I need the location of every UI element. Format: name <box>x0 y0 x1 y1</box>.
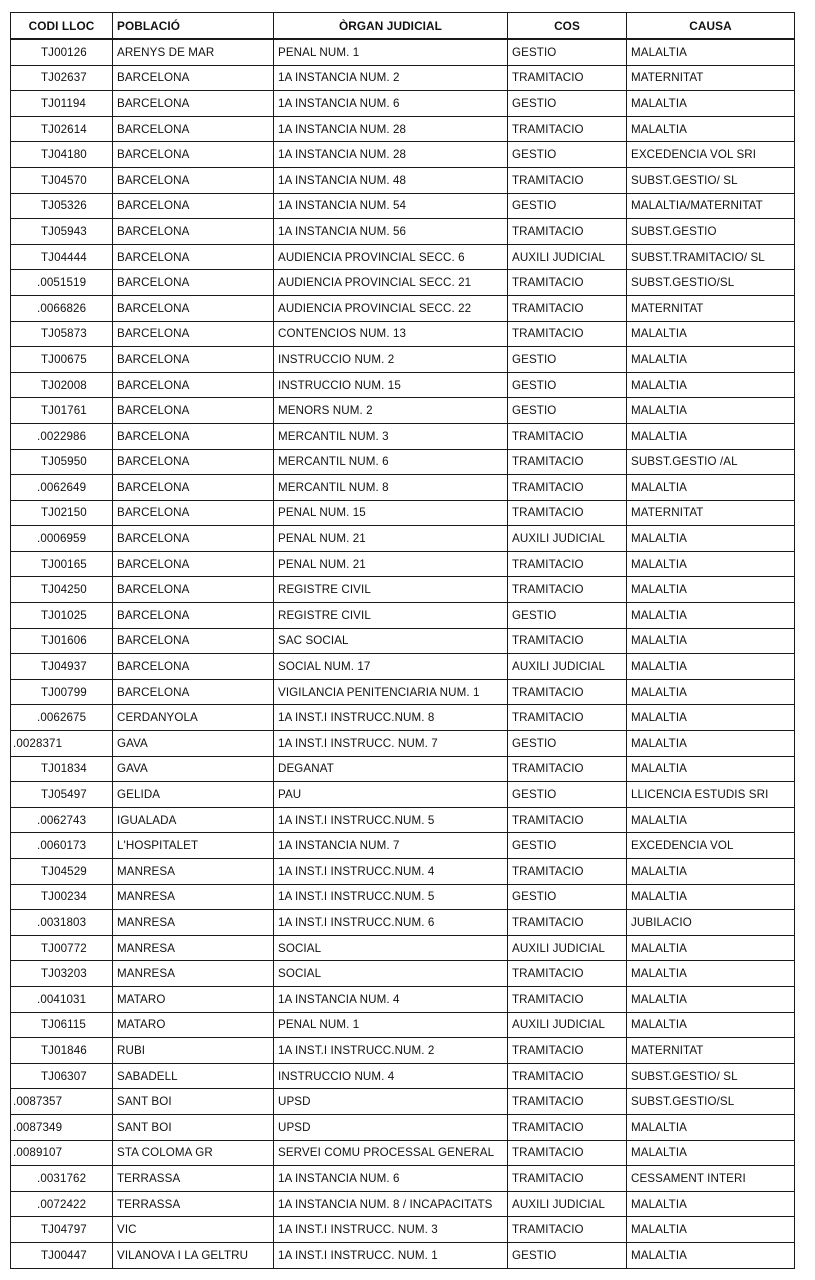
cos-cell: TRAMITACIO <box>508 910 627 936</box>
organ-judicial-cell: 1A INSTANCIA NUM. 6 <box>274 1166 508 1192</box>
poblacio-cell: BARCELONA <box>113 449 274 475</box>
organ-judicial-cell: 1A INSTANCIA NUM. 8 / INCAPACITATS <box>274 1191 508 1217</box>
table-row <box>11 577 795 603</box>
organ-judicial-cell: AUDIENCIA PROVINCIAL SECC. 21 <box>274 270 508 296</box>
table-row <box>11 782 795 808</box>
organ-judicial-cell: 1A INST.I INSTRUCC. NUM. 7 <box>274 731 508 757</box>
cos-cell: GESTIO <box>508 782 627 808</box>
table-row <box>11 500 795 526</box>
causa-cell: MALALTIA <box>627 705 795 731</box>
causa-cell: MALALTIA <box>627 679 795 705</box>
poblacio-cell: STA COLOMA GR <box>113 1140 274 1166</box>
header-codi-lloc: CODI LLOC <box>11 13 113 40</box>
poblacio-cell: SANT BOI <box>113 1089 274 1115</box>
codi-lloc-cell: TJ02008 <box>11 372 113 398</box>
codi-lloc-cell: TJ04570 <box>11 167 113 193</box>
codi-lloc-cell: TJ04444 <box>11 244 113 270</box>
causa-cell: MALALTIA <box>627 1114 795 1140</box>
poblacio-cell: BARCELONA <box>113 142 274 168</box>
organ-judicial-cell: 1A INSTANCIA NUM. 4 <box>274 986 508 1012</box>
poblacio-cell: BARCELONA <box>113 347 274 373</box>
cos-cell: GESTIO <box>508 193 627 219</box>
organ-judicial-cell: 1A INSTANCIA NUM. 7 <box>274 833 508 859</box>
codi-lloc-cell: .0041031 <box>11 986 113 1012</box>
poblacio-cell: SANT BOI <box>113 1114 274 1140</box>
cos-cell: TRAMITACIO <box>508 423 627 449</box>
poblacio-cell: BARCELONA <box>113 372 274 398</box>
codi-lloc-cell: TJ04250 <box>11 577 113 603</box>
cos-cell: TRAMITACIO <box>508 1038 627 1064</box>
causa-cell: CESSAMENT INTERI <box>627 1166 795 1192</box>
causa-cell: MALALTIA <box>627 372 795 398</box>
organ-judicial-cell: MENORS NUM. 2 <box>274 398 508 424</box>
cos-cell: TRAMITACIO <box>508 116 627 142</box>
codi-lloc-cell: TJ06307 <box>11 1063 113 1089</box>
cos-cell: GESTIO <box>508 91 627 117</box>
header-poblacio: POBLACIÓ <box>113 13 274 40</box>
organ-judicial-cell: 1A INST.I INSTRUCC.NUM. 6 <box>274 910 508 936</box>
table-row <box>11 1140 795 1166</box>
organ-judicial-cell: PENAL NUM. 15 <box>274 500 508 526</box>
table-row <box>11 705 795 731</box>
table-row <box>11 475 795 501</box>
organ-judicial-cell: 1A INST.I INSTRUCC. NUM. 3 <box>274 1217 508 1243</box>
organ-judicial-cell: 1A INSTANCIA NUM. 2 <box>274 65 508 91</box>
cos-cell: GESTIO <box>508 884 627 910</box>
causa-cell: MALALTIA <box>627 551 795 577</box>
table-row <box>11 859 795 885</box>
poblacio-cell: BARCELONA <box>113 603 274 629</box>
causa-cell: MALALTIA <box>627 116 795 142</box>
table-row <box>11 807 795 833</box>
causa-cell: MALALTIA <box>627 475 795 501</box>
codi-lloc-cell: TJ00799 <box>11 679 113 705</box>
table-row <box>11 756 795 782</box>
cos-cell: GESTIO <box>508 372 627 398</box>
cos-cell: TRAMITACIO <box>508 167 627 193</box>
table-row <box>11 1217 795 1243</box>
poblacio-cell: GELIDA <box>113 782 274 808</box>
codi-lloc-cell: TJ04180 <box>11 142 113 168</box>
codi-lloc-cell: .0087349 <box>11 1114 113 1140</box>
organ-judicial-cell: REGISTRE CIVIL <box>274 603 508 629</box>
cos-cell: TRAMITACIO <box>508 65 627 91</box>
table-row <box>11 961 795 987</box>
poblacio-cell: MANRESA <box>113 935 274 961</box>
organ-judicial-cell: INSTRUCCIO NUM. 15 <box>274 372 508 398</box>
causa-cell: LLICENCIA ESTUDIS SRI <box>627 782 795 808</box>
organ-judicial-cell: AUDIENCIA PROVINCIAL SECC. 22 <box>274 295 508 321</box>
poblacio-cell: BARCELONA <box>113 679 274 705</box>
cos-cell: AUXILI JUDICIAL <box>508 1012 627 1038</box>
causa-cell: MALALTIA <box>627 577 795 603</box>
codi-lloc-cell: TJ05950 <box>11 449 113 475</box>
causa-cell: MALALTIA <box>627 39 795 65</box>
causa-cell: MALALTIA <box>627 935 795 961</box>
table-row <box>11 142 795 168</box>
causa-cell: MALALTIA <box>627 986 795 1012</box>
poblacio-cell: BARCELONA <box>113 116 274 142</box>
header-organ-judicial: ÒRGAN JUDICIAL <box>274 13 508 40</box>
cos-cell: TRAMITACIO <box>508 1140 627 1166</box>
cos-cell: GESTIO <box>508 603 627 629</box>
organ-judicial-cell: 1A INST.I INSTRUCC.NUM. 4 <box>274 859 508 885</box>
cos-cell: AUXILI JUDICIAL <box>508 654 627 680</box>
codi-lloc-cell: .0087357 <box>11 1089 113 1115</box>
codi-lloc-cell: TJ04529 <box>11 859 113 885</box>
poblacio-cell: GAVA <box>113 731 274 757</box>
causa-cell: MALALTIA <box>627 961 795 987</box>
organ-judicial-cell: 1A INSTANCIA NUM. 6 <box>274 91 508 117</box>
cos-cell: TRAMITACIO <box>508 679 627 705</box>
table-row <box>11 551 795 577</box>
poblacio-cell: BARCELONA <box>113 654 274 680</box>
poblacio-cell: IGUALADA <box>113 807 274 833</box>
poblacio-cell: MANRESA <box>113 859 274 885</box>
codi-lloc-cell: .0022986 <box>11 423 113 449</box>
cos-cell: GESTIO <box>508 1242 627 1268</box>
poblacio-cell: BARCELONA <box>113 526 274 552</box>
causa-cell: MALALTIA <box>627 526 795 552</box>
organ-judicial-cell: PAU <box>274 782 508 808</box>
cos-cell: TRAMITACIO <box>508 859 627 885</box>
cos-cell: TRAMITACIO <box>508 705 627 731</box>
causa-cell: SUBST.TRAMITACIO/ SL <box>627 244 795 270</box>
poblacio-cell: BARCELONA <box>113 295 274 321</box>
causa-cell: MATERNITAT <box>627 295 795 321</box>
poblacio-cell: BARCELONA <box>113 475 274 501</box>
poblacio-cell: MANRESA <box>113 961 274 987</box>
codi-lloc-cell: TJ01761 <box>11 398 113 424</box>
poblacio-cell: GAVA <box>113 756 274 782</box>
poblacio-cell: L'HOSPITALET <box>113 833 274 859</box>
poblacio-cell: BARCELONA <box>113 500 274 526</box>
codi-lloc-cell: .0072422 <box>11 1191 113 1217</box>
poblacio-cell: BARCELONA <box>113 577 274 603</box>
table-row <box>11 935 795 961</box>
table-row <box>11 372 795 398</box>
organ-judicial-cell: 1A INST.I INSTRUCC.NUM. 5 <box>274 884 508 910</box>
table-header <box>11 13 795 40</box>
causa-cell: MALALTIA <box>627 91 795 117</box>
cos-cell: TRAMITACIO <box>508 449 627 475</box>
table-row <box>11 526 795 552</box>
poblacio-cell: BARCELONA <box>113 65 274 91</box>
organ-judicial-cell: 1A INST.I INSTRUCC.NUM. 5 <box>274 807 508 833</box>
table-row <box>11 65 795 91</box>
codi-lloc-cell: TJ01194 <box>11 91 113 117</box>
causa-cell: EXCEDENCIA VOL SRI <box>627 142 795 168</box>
table-row <box>11 449 795 475</box>
causa-cell: MATERNITAT <box>627 65 795 91</box>
cos-cell: TRAMITACIO <box>508 219 627 245</box>
organ-judicial-cell: 1A INSTANCIA NUM. 54 <box>274 193 508 219</box>
header-causa: CAUSA <box>627 13 795 40</box>
poblacio-cell: SABADELL <box>113 1063 274 1089</box>
table-body <box>11 39 795 1268</box>
cos-cell: TRAMITACIO <box>508 807 627 833</box>
table-row <box>11 295 795 321</box>
codi-lloc-cell: .0028371 <box>11 731 113 757</box>
table-row <box>11 39 795 65</box>
cos-cell: GESTIO <box>508 833 627 859</box>
cos-cell: GESTIO <box>508 731 627 757</box>
cos-cell: TRAMITACIO <box>508 986 627 1012</box>
causa-cell: MALALTIA <box>627 1217 795 1243</box>
poblacio-cell: BARCELONA <box>113 244 274 270</box>
causa-cell: SUBST.GESTIO /AL <box>627 449 795 475</box>
table-row <box>11 91 795 117</box>
poblacio-cell: MATARO <box>113 1012 274 1038</box>
causa-cell: MALALTIA <box>627 756 795 782</box>
poblacio-cell: BARCELONA <box>113 91 274 117</box>
organ-judicial-cell: SOCIAL NUM. 17 <box>274 654 508 680</box>
table-row <box>11 1166 795 1192</box>
codi-lloc-cell: .0051519 <box>11 270 113 296</box>
cos-cell: TRAMITACIO <box>508 295 627 321</box>
table-row <box>11 679 795 705</box>
causa-cell: MALALTIA/MATERNITAT <box>627 193 795 219</box>
document-page <box>10 12 794 1269</box>
organ-judicial-cell: VIGILANCIA PENITENCIARIA NUM. 1 <box>274 679 508 705</box>
organ-judicial-cell: 1A INSTANCIA NUM. 56 <box>274 219 508 245</box>
table-row <box>11 654 795 680</box>
table-row <box>11 1191 795 1217</box>
table-row <box>11 1038 795 1064</box>
codi-lloc-cell: .0066826 <box>11 295 113 321</box>
table-row <box>11 1242 795 1268</box>
cos-cell: TRAMITACIO <box>508 500 627 526</box>
header-row <box>11 13 795 40</box>
poblacio-cell: CERDANYOLA <box>113 705 274 731</box>
table-row <box>11 603 795 629</box>
organ-judicial-cell: SAC SOCIAL <box>274 628 508 654</box>
organ-judicial-cell: 1A INSTANCIA NUM. 48 <box>274 167 508 193</box>
codi-lloc-cell: .0089107 <box>11 1140 113 1166</box>
poblacio-cell: TERRASSA <box>113 1191 274 1217</box>
causa-cell: MALALTIA <box>627 807 795 833</box>
codi-lloc-cell: TJ00772 <box>11 935 113 961</box>
cos-cell: TRAMITACIO <box>508 1217 627 1243</box>
organ-judicial-cell: PENAL NUM. 21 <box>274 526 508 552</box>
poblacio-cell: VIC <box>113 1217 274 1243</box>
codi-lloc-cell: .0031803 <box>11 910 113 936</box>
cos-cell: TRAMITACIO <box>508 1114 627 1140</box>
poblacio-cell: BARCELONA <box>113 193 274 219</box>
causa-cell: MALALTIA <box>627 321 795 347</box>
table-row <box>11 1012 795 1038</box>
codi-lloc-cell: TJ01025 <box>11 603 113 629</box>
codi-lloc-cell: TJ01846 <box>11 1038 113 1064</box>
table-row <box>11 398 795 424</box>
codi-lloc-cell: TJ00165 <box>11 551 113 577</box>
organ-judicial-cell: 1A INST.I INSTRUCC.NUM. 8 <box>274 705 508 731</box>
table-row <box>11 219 795 245</box>
poblacio-cell: TERRASSA <box>113 1166 274 1192</box>
cos-cell: TRAMITACIO <box>508 1089 627 1115</box>
poblacio-cell: BARCELONA <box>113 551 274 577</box>
causa-cell: SUBST.GESTIO/ SL <box>627 1063 795 1089</box>
organ-judicial-cell: INSTRUCCIO NUM. 2 <box>274 347 508 373</box>
organ-judicial-cell: UPSD <box>274 1114 508 1140</box>
causa-cell: SUBST.GESTIO/SL <box>627 270 795 296</box>
poblacio-cell: MANRESA <box>113 910 274 936</box>
cos-cell: GESTIO <box>508 398 627 424</box>
causa-cell: MALALTIA <box>627 347 795 373</box>
cos-cell: GESTIO <box>508 39 627 65</box>
causa-cell: MALALTIA <box>627 603 795 629</box>
poblacio-cell: BARCELONA <box>113 628 274 654</box>
codi-lloc-cell: TJ02637 <box>11 65 113 91</box>
codi-lloc-cell: TJ01606 <box>11 628 113 654</box>
poblacio-cell: BARCELONA <box>113 270 274 296</box>
table-row <box>11 884 795 910</box>
codi-lloc-cell: TJ00447 <box>11 1242 113 1268</box>
causa-cell: MALALTIA <box>627 398 795 424</box>
table-row <box>11 731 795 757</box>
organ-judicial-cell: SOCIAL <box>274 961 508 987</box>
causa-cell: JUBILACIO <box>627 910 795 936</box>
causa-cell: MATERNITAT <box>627 1038 795 1064</box>
cos-cell: TRAMITACIO <box>508 756 627 782</box>
causa-cell: MALALTIA <box>627 1140 795 1166</box>
codi-lloc-cell: TJ02150 <box>11 500 113 526</box>
causa-cell: MALALTIA <box>627 1012 795 1038</box>
organ-judicial-cell: MERCANTIL NUM. 6 <box>274 449 508 475</box>
causa-cell: MALALTIA <box>627 859 795 885</box>
codi-lloc-cell: TJ06115 <box>11 1012 113 1038</box>
cos-cell: TRAMITACIO <box>508 270 627 296</box>
causa-cell: MALALTIA <box>627 423 795 449</box>
causa-cell: EXCEDENCIA VOL <box>627 833 795 859</box>
cos-cell: AUXILI JUDICIAL <box>508 1191 627 1217</box>
codi-lloc-cell: .0062675 <box>11 705 113 731</box>
table-row <box>11 347 795 373</box>
table-row <box>11 423 795 449</box>
causa-cell: MALALTIA <box>627 654 795 680</box>
codi-lloc-cell: TJ00126 <box>11 39 113 65</box>
poblacio-cell: MATARO <box>113 986 274 1012</box>
poblacio-cell: BARCELONA <box>113 167 274 193</box>
causa-cell: MALALTIA <box>627 731 795 757</box>
organ-judicial-cell: UPSD <box>274 1089 508 1115</box>
causa-cell: MALALTIA <box>627 628 795 654</box>
organ-judicial-cell: 1A INST.I INSTRUCC.NUM. 2 <box>274 1038 508 1064</box>
organ-judicial-cell: REGISTRE CIVIL <box>274 577 508 603</box>
causa-cell: SUBST.GESTIO <box>627 219 795 245</box>
causa-cell: MALALTIA <box>627 1242 795 1268</box>
cos-cell: GESTIO <box>508 142 627 168</box>
poblacio-cell: RUBI <box>113 1038 274 1064</box>
poblacio-cell: VILANOVA I LA GELTRU <box>113 1242 274 1268</box>
cos-cell: TRAMITACIO <box>508 1166 627 1192</box>
codi-lloc-cell: .0031762 <box>11 1166 113 1192</box>
cos-cell: TRAMITACIO <box>508 551 627 577</box>
codi-lloc-cell: .0060173 <box>11 833 113 859</box>
table-row <box>11 628 795 654</box>
table-row <box>11 116 795 142</box>
table-row <box>11 833 795 859</box>
organ-judicial-cell: MERCANTIL NUM. 3 <box>274 423 508 449</box>
organ-judicial-cell: SOCIAL <box>274 935 508 961</box>
organ-judicial-cell: AUDIENCIA PROVINCIAL SECC. 6 <box>274 244 508 270</box>
organ-judicial-cell: 1A INST.I INSTRUCC. NUM. 1 <box>274 1242 508 1268</box>
causa-cell: MALALTIA <box>627 884 795 910</box>
table-row <box>11 193 795 219</box>
cos-cell: TRAMITACIO <box>508 961 627 987</box>
cos-cell: TRAMITACIO <box>508 475 627 501</box>
organ-judicial-cell: DEGANAT <box>274 756 508 782</box>
poblacio-cell: BARCELONA <box>113 423 274 449</box>
cos-cell: AUXILI JUDICIAL <box>508 935 627 961</box>
organ-judicial-cell: PENAL NUM. 1 <box>274 1012 508 1038</box>
table-row <box>11 270 795 296</box>
table-row <box>11 1114 795 1140</box>
cos-cell: TRAMITACIO <box>508 628 627 654</box>
cos-cell: AUXILI JUDICIAL <box>508 526 627 552</box>
poblacio-cell: BARCELONA <box>113 398 274 424</box>
cos-cell: TRAMITACIO <box>508 1063 627 1089</box>
table-row <box>11 910 795 936</box>
codi-lloc-cell: .0062743 <box>11 807 113 833</box>
codi-lloc-cell: TJ04937 <box>11 654 113 680</box>
organ-judicial-cell: PENAL NUM. 1 <box>274 39 508 65</box>
codi-lloc-cell: TJ00675 <box>11 347 113 373</box>
codi-lloc-cell: TJ04797 <box>11 1217 113 1243</box>
causa-cell: MATERNITAT <box>627 500 795 526</box>
codi-lloc-cell: .0062649 <box>11 475 113 501</box>
vacancies-table <box>10 12 795 1269</box>
cos-cell: AUXILI JUDICIAL <box>508 244 627 270</box>
table-row <box>11 1063 795 1089</box>
codi-lloc-cell: TJ00234 <box>11 884 113 910</box>
poblacio-cell: BARCELONA <box>113 321 274 347</box>
cos-cell: GESTIO <box>508 347 627 373</box>
poblacio-cell: MANRESA <box>113 884 274 910</box>
header-cos: COS <box>508 13 627 40</box>
organ-judicial-cell: PENAL NUM. 21 <box>274 551 508 577</box>
codi-lloc-cell: TJ02614 <box>11 116 113 142</box>
organ-judicial-cell: MERCANTIL NUM. 8 <box>274 475 508 501</box>
causa-cell: MALALTIA <box>627 1191 795 1217</box>
table-row <box>11 1089 795 1115</box>
organ-judicial-cell: INSTRUCCIO NUM. 4 <box>274 1063 508 1089</box>
poblacio-cell: ARENYS DE MAR <box>113 39 274 65</box>
cos-cell: TRAMITACIO <box>508 577 627 603</box>
codi-lloc-cell: .0006959 <box>11 526 113 552</box>
poblacio-cell: BARCELONA <box>113 219 274 245</box>
codi-lloc-cell: TJ05497 <box>11 782 113 808</box>
codi-lloc-cell: TJ01834 <box>11 756 113 782</box>
codi-lloc-cell: TJ05326 <box>11 193 113 219</box>
codi-lloc-cell: TJ03203 <box>11 961 113 987</box>
organ-judicial-cell: 1A INSTANCIA NUM. 28 <box>274 142 508 168</box>
organ-judicial-cell: SERVEI COMU PROCESSAL GENERAL <box>274 1140 508 1166</box>
table-row <box>11 167 795 193</box>
table-row <box>11 321 795 347</box>
organ-judicial-cell: 1A INSTANCIA NUM. 28 <box>274 116 508 142</box>
causa-cell: SUBST.GESTIO/SL <box>627 1089 795 1115</box>
table-row <box>11 244 795 270</box>
causa-cell: SUBST.GESTIO/ SL <box>627 167 795 193</box>
codi-lloc-cell: TJ05943 <box>11 219 113 245</box>
table-row <box>11 986 795 1012</box>
cos-cell: TRAMITACIO <box>508 321 627 347</box>
codi-lloc-cell: TJ05873 <box>11 321 113 347</box>
organ-judicial-cell: CONTENCIOS NUM. 13 <box>274 321 508 347</box>
